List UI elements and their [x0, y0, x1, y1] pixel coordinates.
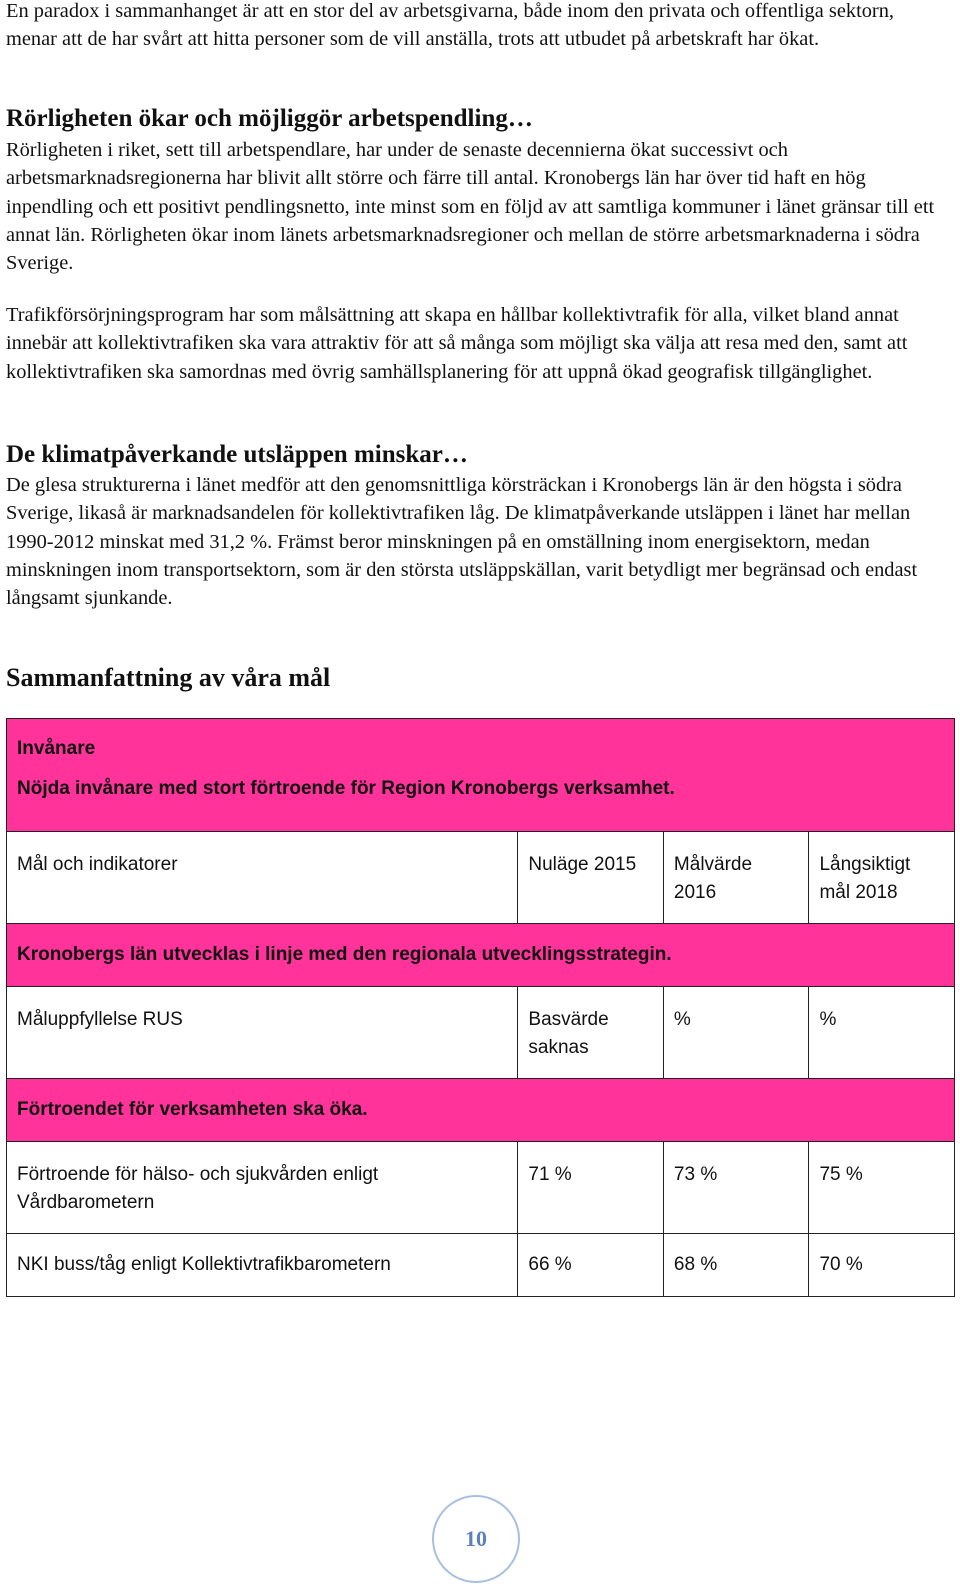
- transit-program-paragraph: Trafikförsörjningsprogram har som målsättning att skapa en hållbar kollektivtrafik för alla, vilket bland annat innebär att kollektivtrafiken ska vara attraktiv för att så många som möjligt ska välja att resa med den, samt att kollektivtrafiken ska samordnas med övrig samhällsplanering för att uppnå ökad geografisk tillgänglighet.: [6, 304, 908, 383]
- table-row: [7, 1142, 955, 1234]
- indicator-target-2016: 68 %: [663, 1234, 809, 1297]
- indicator-longterm-2018: 70 %: [809, 1234, 955, 1297]
- indicator-name: NKI buss/tåg enligt Kollektivtrafikbarometern: [7, 1234, 518, 1297]
- mobility-paragraph: Rörligheten i riket, sett till arbetspendlare, har under de senaste decennierna ökat successivt och arbetsmarknadsregionerna har blivit allt större och färre till antal. Kronobergs län har över tid haft en hög inpendling och ett positivt pendlingsnetto, inte minst som en följd av att samtliga kommuner i länet gränsar till ett annat län. Rörligheten ökar inom länets arbetsmarknadsregioner och mellan de större arbetsmarknaderna i södra Sverige.: [6, 139, 935, 275]
- indicator-longterm-2018: 75 %: [809, 1142, 955, 1234]
- goal-row: [7, 1079, 955, 1142]
- emissions-paragraph: De glesa strukturerna i länet medför att den genomsnittliga körsträckan i Kronobergs län är den högsta i södra Sverige, likaså är marknadsandelen för kollektivtrafiken låg. De klimatpåverkande utsläppen i länet har mellan 1990-2012 minskat med 31,2 %. Främst beror minskningen på en omställning inom energisektorn, medan minskningen inom transportsektorn, som är den största utsläppskällan, varit betydligt mer begränsad och endast långsamt sjunkande.: [6, 474, 918, 610]
- header-goals: Mål och indikatorer: [7, 832, 518, 924]
- indicator-target-2016: 73 %: [663, 1142, 809, 1234]
- indicator-name: Förtroende för hälso- och sjukvården enligt Vårdbarometern: [7, 1142, 518, 1234]
- goal-row: [7, 924, 955, 987]
- indicator-target-2016: %: [663, 987, 809, 1079]
- perspective-cell: [7, 719, 955, 832]
- indicator-longterm-2018: %: [809, 987, 955, 1079]
- table-header-row: [7, 832, 955, 924]
- perspective-title: Invånare: [17, 738, 96, 759]
- section-heading-mobility: Rörligheten ökar och möjliggör arbetspendling…: [6, 105, 533, 132]
- goals-table: [6, 718, 955, 1297]
- goal1-cell: Kronobergs län utvecklas i linje med den regionala utvecklingsstrategin.: [7, 924, 955, 987]
- header-target-2016: Målvärde 2016: [663, 832, 809, 924]
- overall-goal: Nöjda invånare med stort förtroende för Region Kronobergs verksamhet.: [17, 778, 675, 799]
- goal2-cell: Förtroendet för verksamheten ska öka.: [7, 1079, 955, 1142]
- header-current: Nuläge 2015: [518, 832, 664, 924]
- summary-heading: Sammanfattning av våra mål: [6, 663, 331, 692]
- indicator-current: 66 %: [518, 1234, 664, 1297]
- indicator-current: Basvärde saknas: [518, 987, 664, 1079]
- indicator-current: 71 %: [518, 1142, 664, 1234]
- perspective-row: [7, 719, 955, 832]
- header-longterm-2018: Långsiktigt mål 2018: [809, 832, 955, 924]
- intro-paragraph: En paradox i sammanhanget är att en stor del av arbetsgivarna, både inom den privata och offentliga sektorn, menar att de har svårt att hitta personer som de vill anställa, trots att utbudet på arbetskraft har ökat.: [6, 0, 895, 51]
- section-heading-emissions: De klimatpåverkande utsläppen minskar…: [6, 441, 468, 468]
- table-row: [7, 1234, 955, 1297]
- table-row: [7, 987, 955, 1079]
- indicator-name: Måluppfyllelse RUS: [7, 987, 518, 1079]
- page-number: 10: [432, 1495, 520, 1583]
